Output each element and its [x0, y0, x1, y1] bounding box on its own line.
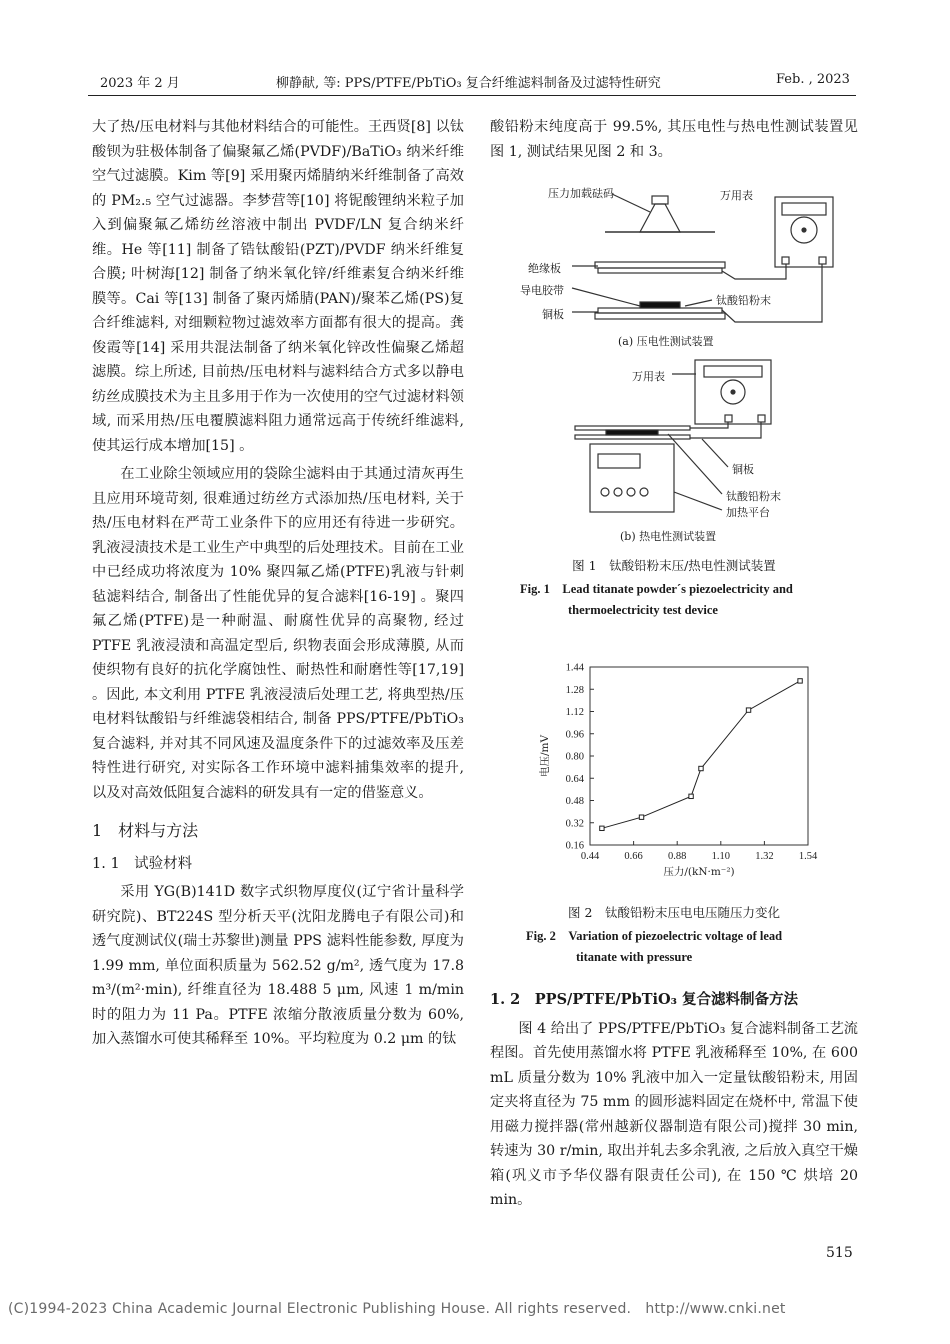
x-tick-label: 1.32	[755, 851, 774, 862]
x-tick-label: 0.44	[580, 851, 600, 862]
figure-1	[490, 172, 858, 622]
right-column-bottom	[490, 988, 858, 1213]
weight-shape	[640, 204, 680, 232]
label-heater: 加热平台	[726, 506, 770, 519]
label-tape: 导电胶带	[520, 284, 564, 297]
data-point	[639, 815, 643, 819]
weight-handle	[652, 196, 668, 204]
insulation-plate	[595, 262, 725, 268]
copper-plate-b-top	[575, 426, 690, 430]
label-meter-b: 万用表	[632, 370, 665, 383]
figure-2-caption-cn: 图 2 钛酸铅粉末压电电压随压力变化	[568, 905, 780, 920]
figure-2-caption-en: Fig. 2 Variation of piezoelectric voltage of lead titanate with pressure	[526, 929, 783, 964]
header-date-en: Feb. , 2023	[776, 72, 850, 87]
y-tick-label: 1.44	[565, 662, 584, 674]
data-point	[699, 766, 703, 770]
data-point	[600, 826, 604, 830]
caption-a: (a) 压电性测试装置	[618, 335, 714, 348]
data-point	[798, 679, 802, 683]
y-tick-label: 0.80	[565, 751, 584, 763]
data-point	[746, 708, 750, 712]
header-title: 柳静献, 等: PPS/PTFE/PbTiO₃ 复合纤维滤料制备及过滤特性研究	[276, 76, 661, 91]
figure-1-caption-cn: 图 1 钛酸铅粉末压/热电性测试装置	[572, 558, 776, 573]
y-tick-label: 0.48	[565, 796, 584, 807]
figure-2-chart	[490, 655, 858, 895]
y-tick-label: 0.32	[565, 818, 584, 830]
paragraph: 大了热/压电材料与其他材料结合的可能性。王西贤[8] 以钛酸钡为驻极体制备了偏聚氟乙烯(PVDF)/BaTiO₃ 纳米纤维空气过滤膜。Kim 等[9] 采用聚丙烯腈纳米纤维制备了高效的 PM₂.₅ 空气过滤器。李梦营等[10] 将铌酸锂纳米粒子加入到偏聚氟乙烯纺丝溶液中制出 PVDF/LN 复合纳米纤维。He 等[11] 制备了锆钛酸铅(PZT)/PVDF 纳米纤维复合膜; 叶树海[12] 制备了纳米氧化锌/纤维素复合纳米纤维膜等。Cai 等[13] 制备了聚丙烯腈(PAN)/聚苯乙烯(PS)复合纤维滤料, 对细颗粒物过滤效率方面都有很大的提高。龚俊霞等[14] 采用共混法制备了纳米氧化锌改性偏聚乙烯超滤膜。综上所述, 目前热/压电材料与滤料结合方式多以静电纺丝成膜技术为主且多用于作为一次使用的空气过滤材料领域, 而采用热/压电覆膜滤料阻力通常远高于传统纤维滤料, 使其运行成本增加[15] 。	[92, 119, 464, 454]
header-date: 2023 年 2 月	[100, 76, 180, 91]
label-insulation: 绝缘板	[528, 262, 561, 275]
y-tick-label: 1.28	[565, 684, 584, 696]
paragraph: 酸铅粉末纯度高于 99.5%, 其压电性与热电性测试装置见图 1, 测试结果见图 2 和 3。	[490, 119, 858, 160]
left-column	[92, 115, 464, 1052]
copper-plate-top	[598, 268, 722, 273]
x-tick-label: 1.10	[711, 851, 730, 862]
x-tick-label: 0.66	[624, 851, 643, 862]
subsection-heading: 1. 1 试验材料	[92, 855, 193, 872]
x-axis-label: 压力/(kN·m⁻²)	[663, 866, 735, 878]
powder-sample	[640, 302, 680, 308]
series-line	[602, 681, 800, 828]
plot-frame	[590, 667, 808, 845]
figure-1-diagram	[490, 172, 858, 552]
data-point	[689, 794, 693, 798]
right-column-top	[490, 115, 858, 164]
label-powder-b: 钛酸铅粉末	[726, 490, 781, 503]
y-tick-label: 0.64	[565, 773, 584, 785]
x-tick-label: 0.88	[668, 851, 687, 862]
paragraph: 在工业除尘领域应用的袋除尘滤料由于其通过清灰再生且应用环境苛刻, 很难通过纺丝方式添加热/压电材料, 关于热/压电材料在严苛工业条件下的应用还有待进一步研究。乳液浸渍技术是工业生产中典型的后处理技术。目前在工业中已经成功将浓度为 10% 聚四氟乙烯(PTFE)乳液与针刺毡滤料结合, 制备出了性能优异的复合滤料[16-19] 。聚四氟乙烯(PTFE)是一种耐温、耐腐性优异的高聚物, 经过 PTFE 乳液浸渍和高温定型后, 织物表面会形成薄膜, 从而使织物有良好的抗化学腐蚀性、耐热性和耐磨性等[17,19] 。因此, 本文利用 PTFE 乳液浸渍后处理工艺, 将典型热/压电材料钛酸铅与纤维滤袋相结合, 制备 PPS/PTFE/PbTiO₃ 复合滤料, 并对其不同风速及温度条件下的过滤效率及压差特性进行研究, 对实际各工作环境中滤料捕集效率的提升, 以及对高效低阻复合滤料的研发具有一定的借鉴意义。	[92, 466, 464, 801]
y-tick-label: 1.12	[565, 707, 584, 718]
header-rule	[88, 95, 856, 96]
label-copper-b: 铜板	[732, 463, 754, 476]
y-axis-label: 电压/mV	[539, 734, 551, 778]
caption-b: (b) 热电性测试装置	[620, 530, 717, 543]
label-weight: 压力加载砝码	[548, 187, 614, 200]
copper-plate-bottom	[598, 308, 722, 313]
subsection-heading: 1. 2 PPS/PTFE/PbTiO₃ 复合滤料制备方法	[490, 991, 799, 1008]
y-tick-label: 0.96	[565, 729, 584, 741]
copyright-footer: (C)1994-2023 China Academic Journal Electronic Publishing House. All rights reserved. http://www.cnki.net	[8, 1301, 786, 1317]
section-heading: 1 材料与方法	[92, 821, 199, 840]
label-powder-a: 钛酸铅粉末	[716, 294, 771, 307]
y-tick-label: 0.16	[565, 840, 584, 852]
page-number: 515	[826, 1245, 853, 1261]
paragraph: 采用 YG(B)141D 数字式织物厚度仪(辽宁省计量科学研究院)、BT224S 型分析天平(沈阳龙腾电子有限公司)和透气度测试仪(瑞士苏黎世)测量 PPS 滤料性能参数, 厚度为 1.99 mm, 单位面积质量为 562.52 g/m², 透气度为 17.8 m³/(m²·min), 纤维直径为 18.488 5 μm, 风速 1 m/min 时的阻力为 11 Pa。PTFE 浓缩分散液质量分数为 60%, 加入蒸馏水可使其稀释至 10%。平均粒度为 0.2 μm 的钛	[92, 884, 464, 1047]
powder-sample-b	[606, 430, 658, 435]
x-tick-label: 1.54	[798, 851, 818, 862]
figure-1-caption-en: Fig. 1 Lead titanate powder´s piezoelectricity and thermoelectricity test device	[520, 582, 793, 617]
label-copper-a: 铜板	[542, 308, 564, 321]
paragraph: 图 4 给出了 PPS/PTFE/PbTiO₃ 复合滤料制备工艺流程图。首先使用蒸馏水将 PTFE 乳液稀释至 10%, 在 600 mL 质量分数为 10% 乳液中加入一定量钛酸铅粉末, 用固定夹将直径为 75 mm 的圆形滤料固定在烧杯中, 常温下使用磁力搅拌器(常州越新仪器制造有限公司)搅拌 30 min, 转速为 30 r/min, 取出并轧去多余乳液, 之后放入真空干燥箱(巩义市予华仪器有限责任公司), 在 150 ℃ 烘培 20 min。	[490, 1020, 858, 1208]
label-meter-a: 万用表	[720, 189, 753, 202]
insulation-plate-bottom	[595, 313, 725, 319]
